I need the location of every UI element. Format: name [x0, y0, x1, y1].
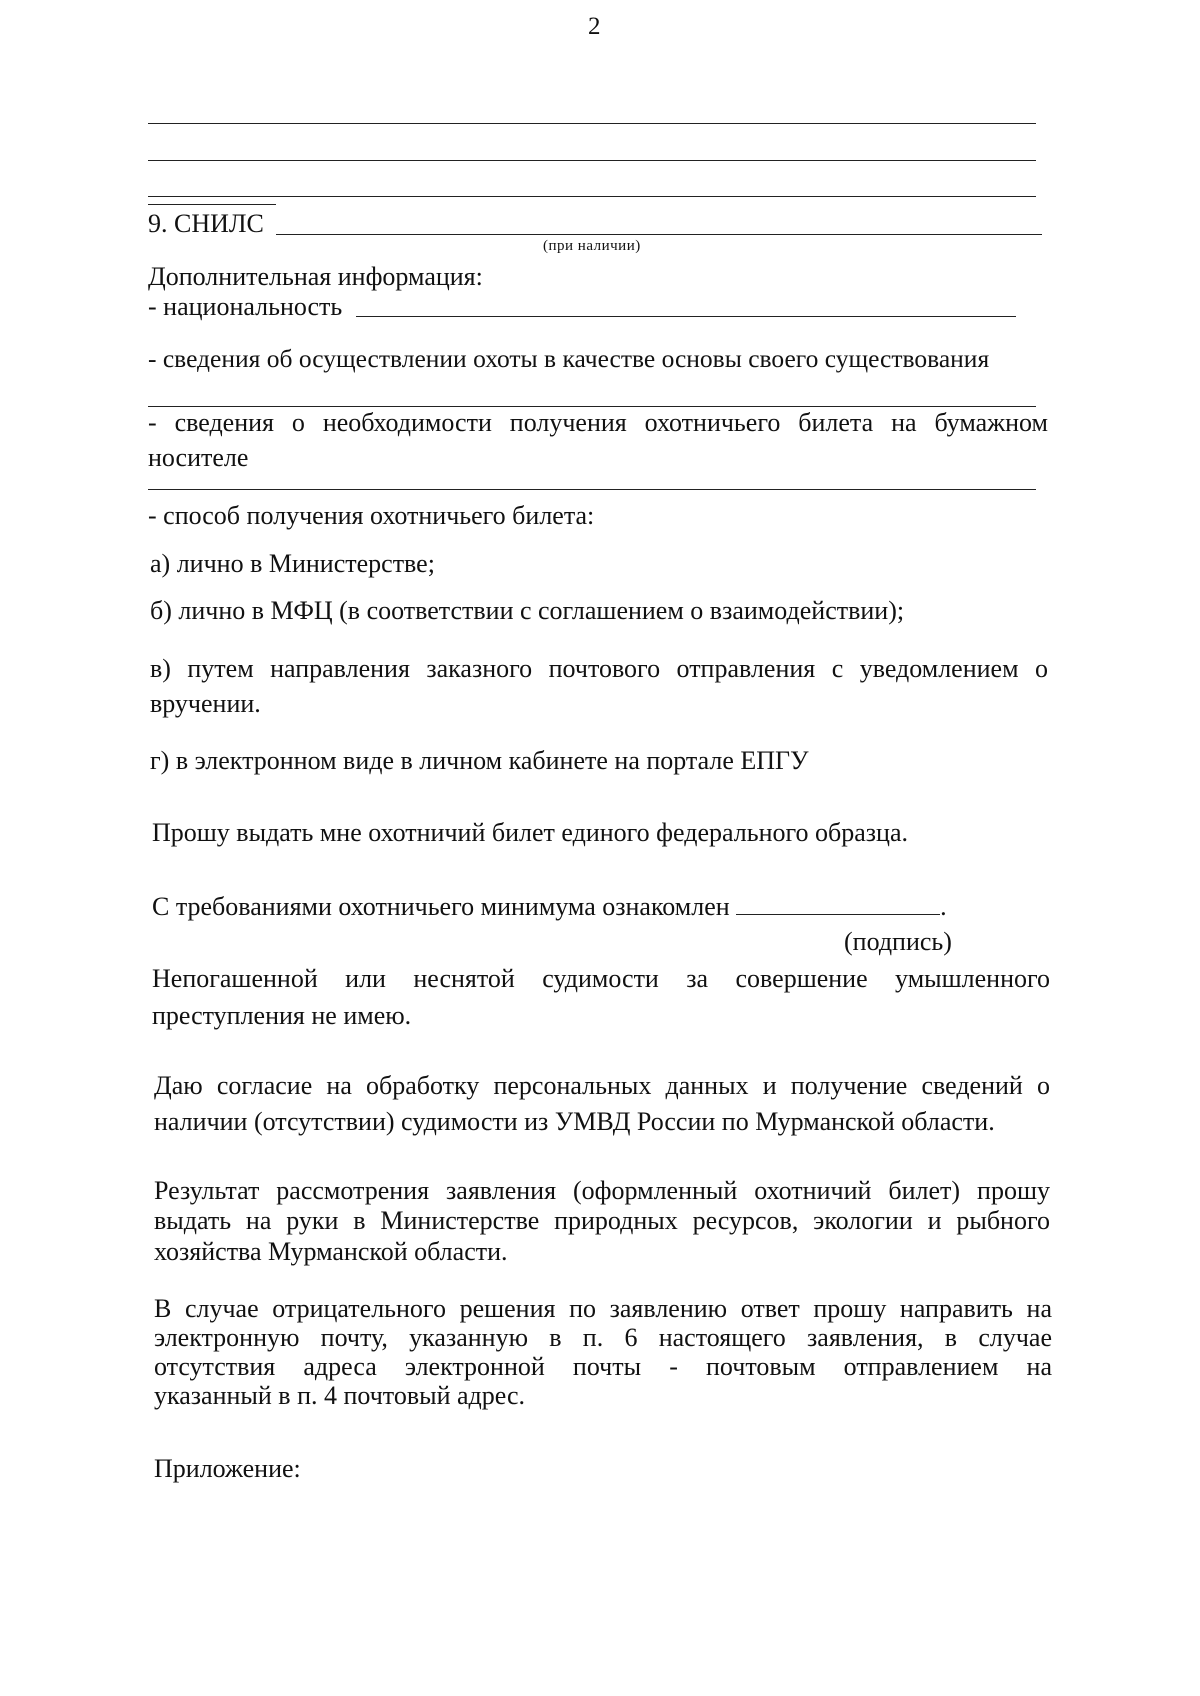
option-d: г) в электронном виде в личном кабинете на портале ЕПГУ	[150, 746, 809, 775]
option-c-line-2: вручении.	[150, 689, 261, 718]
minimum-acknowledgement	[152, 891, 947, 922]
negative-line-1: В случае отрицательного решения по заявлению ответ прошу направить на	[154, 1294, 1052, 1323]
nationality-label: - национальность	[148, 292, 343, 321]
nationality-fill-line	[356, 316, 1016, 317]
paper-ticket-line-2: носителе	[148, 443, 249, 472]
paper-ticket-line-1: - сведения о необходимости получения охотничьего билета на бумажном	[148, 408, 1048, 437]
additional-info-heading: Дополнительная информация:	[148, 262, 483, 291]
minimum-text: С требованиями охотничьего минимума ознакомлен	[152, 892, 730, 921]
request-text: Прошу выдать мне охотничий билет единого федерального образца.	[152, 818, 909, 847]
attachment-label: Приложение:	[154, 1454, 301, 1483]
negative-line-3: отсутствия адреса электронной почты - почтовым отправлением на	[154, 1352, 1052, 1381]
snils-label: 9. СНИЛС	[148, 209, 264, 238]
consent-line-1: Даю согласие на обработку персональных данных и получение сведений о	[154, 1071, 1050, 1100]
blank-line-4	[148, 204, 276, 205]
option-c-line-1: в) путем направления заказного почтового отправления с уведомлением о	[150, 654, 1048, 683]
result-line-3: хозяйства Мурманской области.	[154, 1237, 508, 1266]
minimum-end: .	[940, 892, 947, 921]
blank-line-2	[148, 160, 1036, 161]
negative-line-4: указанный в п. 4 почтовый адрес.	[154, 1381, 525, 1410]
blank-line-3	[148, 196, 1036, 197]
option-a: а) лично в Министерстве;	[150, 549, 435, 578]
conviction-line-1: Непогашенной или неснятой судимости за совершение умышленного	[152, 964, 1050, 993]
negative-line-2: электронную почту, указанную в п. 6 настоящего заявления, в случае	[154, 1323, 1052, 1352]
conviction-line-2: преступления не имею.	[152, 1001, 412, 1030]
hunting-basis-label: - сведения об осуществлении охоты в качестве основы своего существования	[148, 344, 990, 373]
receiving-method-heading: - способ получения охотничьего билета:	[148, 501, 595, 530]
option-b: б) лично в МФЦ (в соответствии с соглашением о взаимодействии);	[150, 596, 905, 625]
blank-line-1	[148, 123, 1036, 124]
result-line-1: Результат рассмотрения заявления (оформленный охотничий билет) прошу	[154, 1176, 1050, 1205]
snils-fill-line	[276, 234, 1042, 235]
consent-line-2: наличии (отсутствии) судимости из УМВД России по Мурманской области.	[154, 1107, 995, 1136]
result-line-2: выдать на руки в Министерстве природных ресурсов, экологии и рыбного	[154, 1206, 1050, 1235]
page-number: 2	[588, 13, 601, 40]
paper-ticket-fill-line	[148, 489, 1036, 490]
snils-note: (при наличии)	[543, 238, 641, 254]
signature-note: (подпись)	[844, 927, 952, 956]
signature-fill-line	[736, 894, 940, 915]
